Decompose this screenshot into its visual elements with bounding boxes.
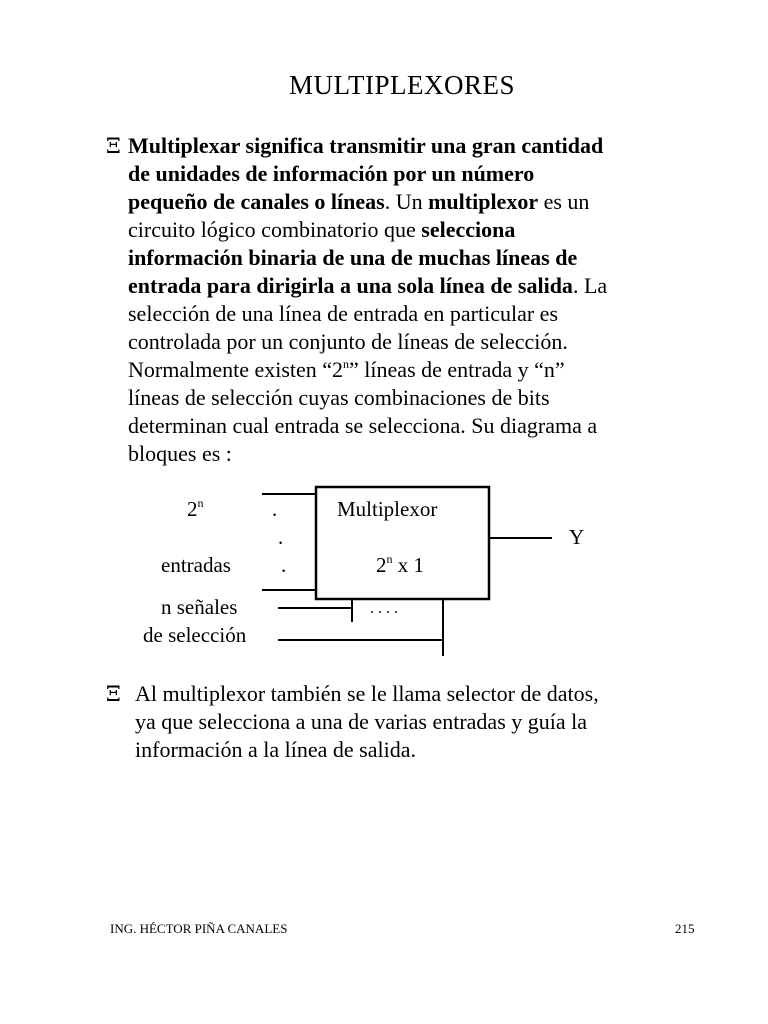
footer-author: ING. HÉCTOR PIÑA CANALES (110, 921, 288, 936)
input-dot-2: . (278, 525, 284, 549)
input-dot-1: . (272, 497, 278, 521)
bullet-2-line: información a la línea de salida. (135, 737, 416, 762)
text-run: bloques es : (128, 441, 232, 466)
text-run: ” líneas de entrada y “n” (349, 357, 565, 382)
superscript: n (343, 357, 350, 371)
page-title: MULTIPLEXORES (288, 70, 516, 100)
select-label-line-2: de selección (143, 623, 247, 647)
text-run: selección de una línea de entrada en particular es (128, 301, 558, 326)
text-run: líneas de selección cuyas combinaciones de bits (128, 385, 550, 410)
select-label-line-1: n señales (161, 595, 238, 619)
bold-text: entrada para dirigirla a una sola línea de salida (128, 273, 573, 298)
box-size-label: 2$^n$ x 1 (376, 552, 424, 577)
bullet-2-xi-icon: Ξ (106, 682, 121, 706)
bold-text: de unidades de información por un número (128, 161, 535, 186)
bold-text: selecciona (421, 217, 516, 242)
text-run: es un (538, 189, 590, 214)
text-run: determinan cual entrada se selecciona. Su diagrama a (128, 413, 598, 438)
text-run: . Un (384, 189, 429, 214)
text-run: Normalmente existen “2 (128, 357, 344, 382)
select-dots: . . . . (370, 600, 398, 617)
bold-text: pequeño de canales o líneas (128, 189, 385, 214)
bullet-1-xi-icon: Ξ (106, 134, 121, 158)
box-title: Multiplexor (337, 497, 438, 521)
text-run: circuito lógico combinatorio que (128, 217, 422, 242)
page-number: 215 (675, 921, 695, 936)
bullet-2-line: Al multiplexor también se le llama selector de datos, (135, 681, 599, 706)
bullet-2-paragraph (135, 680, 735, 764)
text-run: controlada por un conjunto de líneas de selección. (128, 329, 568, 354)
bold-text: multiplexor (428, 189, 539, 214)
bold-text: Multiplexar significa transmitir una gran cantidad (128, 133, 604, 158)
text-run: . La (572, 273, 608, 298)
input-dot-3: . (281, 553, 287, 577)
bold-text: información binaria de una de muchas líneas de (128, 245, 578, 270)
bullet-2-line: ya que selecciona a una de varias entradas y guía la (135, 709, 588, 734)
output-label: Y (569, 525, 585, 549)
inputs-word-label: entradas (161, 553, 231, 577)
inputs-count-label: 2$^n$ (187, 496, 204, 521)
